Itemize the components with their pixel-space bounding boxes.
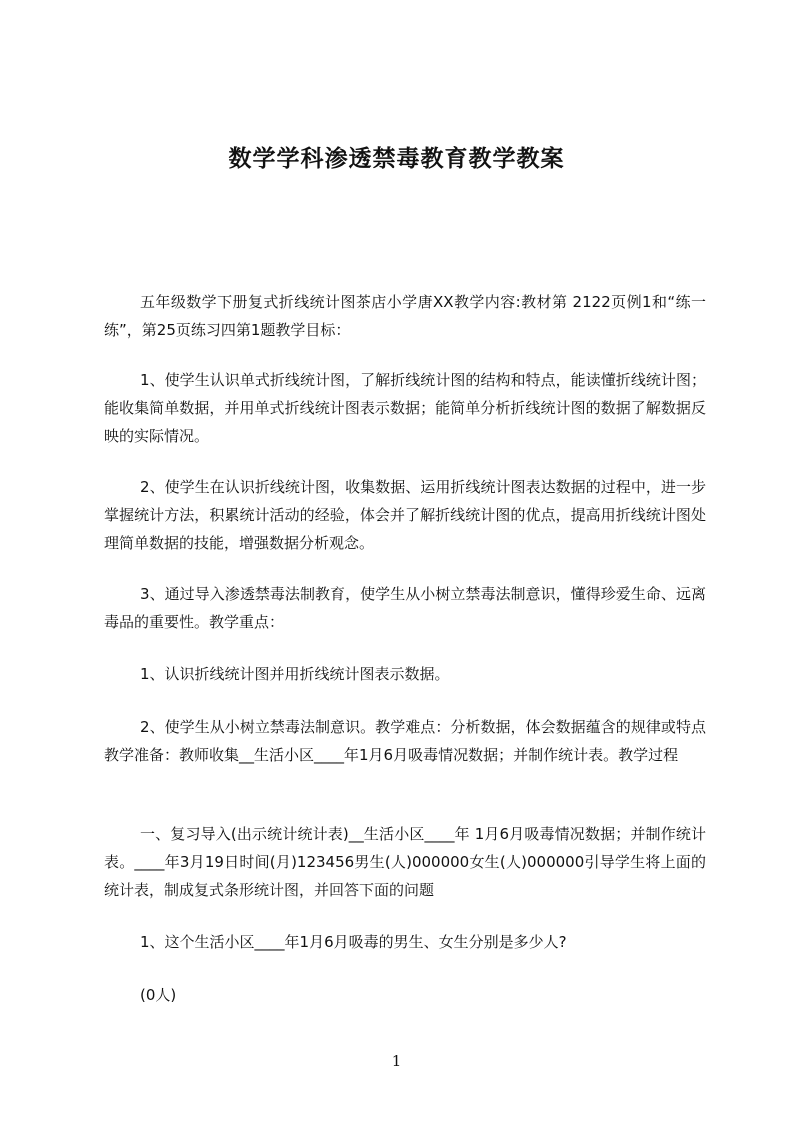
paragraph-intro: 五年级数学下册复式折线统计图茶店小学唐XX教学内容:教材第 2122页例1和“练一练”，第25页练习四第1题教学目标： [104,293,706,339]
paragraph-question-1: 1、这个生活小区____年1月6月吸毒的男生、女生分别是多少人? [140,933,567,951]
paragraph-objective-1: 1、使学生认识单式折线统计图，了解折线统计图的结构和特点，能读懂折线统计图；能收集简单数据，并用单式折线统计图表示数据；能简单分析折线统计图的数据了解数据反映的实际情况。 [104,371,706,445]
paragraph-answer-1: (0人) [140,986,177,1004]
paragraph-objective-3: 3、通过导入渗透禁毒法制教育，使学生从小树立禁毒法制意识，懂得珍爱生命、远离毒品的重要性。教学重点： [104,585,706,631]
paragraph-review-intro: 一、复习导入(出示统计统计表)__生活小区____年 1月6月吸毒情况数据；并制作统计表。____年3月19日时间(月)123456男生(人)000000女生(人)000000引导学生将上面的统计表，制成复式条形统计图，并回答下面的问题 [104,825,706,899]
paragraph-objective-2: 2、使学生在认识折线统计图，收集数据、运用折线统计图表达数据的过程中，进一步掌握统计方法，积累统计活动的经验，体会并了解折线统计图的优点，提高用折线统计图处理简单数据的技能，增强数据分析观念。 [104,478,706,552]
document-title: 数学学科渗透禁毒教育教学教案 [228,146,565,172]
paragraph-keypoint-2: 2、使学生从小树立禁毒法制意识。教学难点：分析数据，体会数据蕴含的规律或特点教学准备：教师收集__生活小区____年1月6月吸毒情况数据；并制作统计表。教学过程 [104,718,706,764]
paragraph-keypoint-1: 1、认识折线统计图并用折线统计图表示数据。 [140,665,450,683]
page-number: 1 [391,1052,402,1070]
